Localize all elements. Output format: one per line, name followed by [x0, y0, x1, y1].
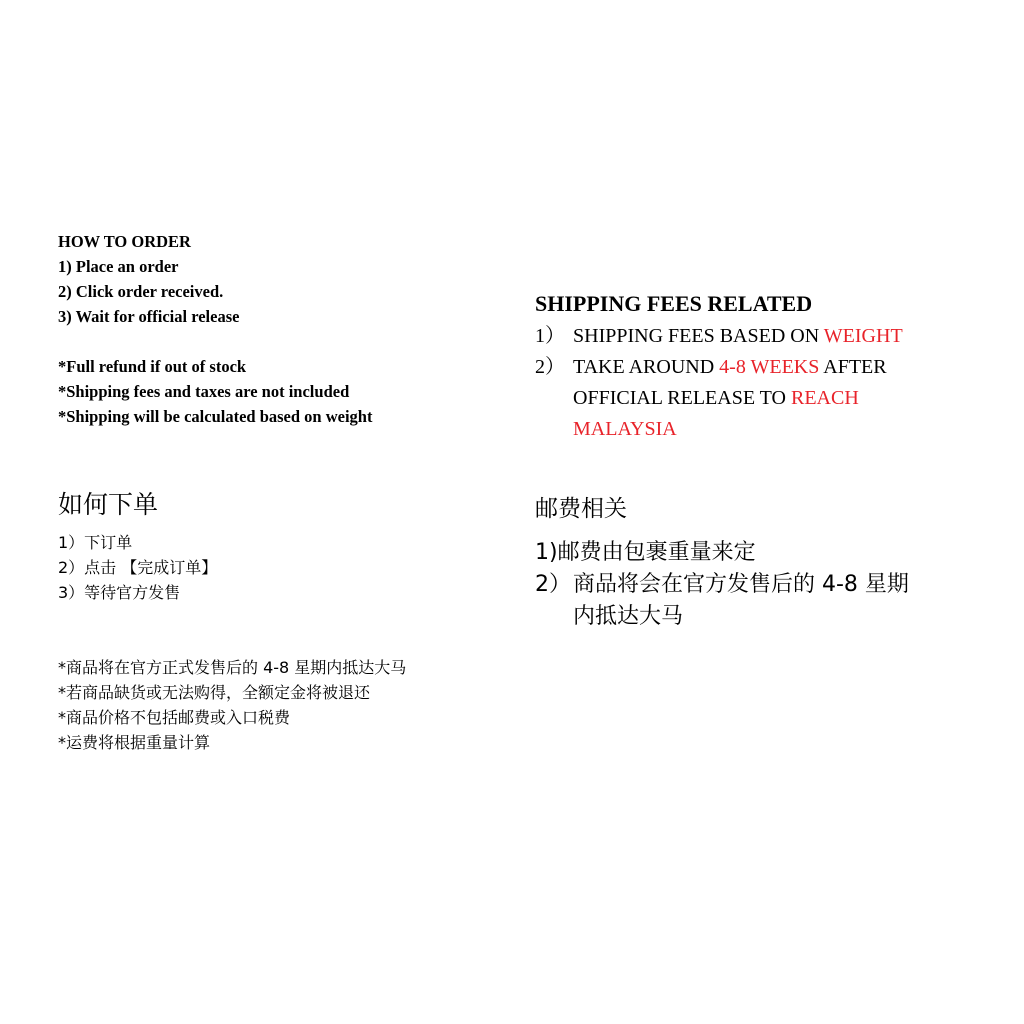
- how-to-order-section: [58, 229, 372, 429]
- shipping-cn-list: [535, 537, 909, 633]
- order-note-cn: *运费将根据重量计算: [58, 733, 211, 752]
- highlight-weight: WEIGHT: [823, 325, 903, 347]
- item-text: TAKE AROUND: [573, 356, 720, 378]
- order-note-cn: *商品价格不包括邮费或入口税费: [58, 708, 291, 727]
- order-step: 2) Click order received.: [58, 282, 224, 301]
- highlight-reach: REACH: [790, 387, 859, 409]
- spacer: [58, 329, 372, 354]
- order-note-cn: *若商品缺货或无法购得，全额定金将被退还: [58, 683, 371, 702]
- shipping-title: SHIPPING FEES RELATED: [535, 291, 813, 316]
- order-step-cn: 1）下订单: [58, 533, 133, 552]
- how-to-order-title: HOW TO ORDER: [58, 232, 191, 251]
- how-to-order-cn-notes: [58, 655, 406, 755]
- shipping-item-1: [535, 321, 903, 352]
- item-text: 内抵达大马: [573, 604, 684, 629]
- order-note-cn: *商品将在官方正式发售后的 4-8 星期内抵达大马: [58, 658, 407, 677]
- shipping-item-2: [535, 352, 903, 445]
- shipping-cn-item-1: 1)邮费由包裹重量来定: [535, 540, 756, 565]
- item-number: 2）: [535, 356, 565, 378]
- order-step: 1) Place an order: [58, 257, 179, 276]
- item-text: OFFICIAL RELEASE TO: [573, 387, 791, 409]
- how-to-order-cn-steps: [58, 530, 217, 605]
- highlight-malaysia: MALAYSIA: [573, 418, 677, 440]
- item-number: 1）: [535, 325, 565, 347]
- order-note: *Shipping fees and taxes are not included: [58, 382, 350, 401]
- item-number: 2）: [535, 572, 571, 597]
- item-text: 商品将会在官方发售后的 4-8 星期: [573, 572, 909, 597]
- item-text: SHIPPING FEES BASED ON: [573, 325, 824, 347]
- shipping-cn-title: 邮费相关: [535, 496, 627, 522]
- highlight-weeks: 4-8 WEEKS: [719, 356, 820, 378]
- order-step-cn: 2）点击 【完成订单】: [58, 558, 218, 577]
- item-text: AFTER: [819, 356, 887, 378]
- how-to-order-cn-title: 如何下单: [58, 490, 159, 519]
- order-note: *Full refund if out of stock: [58, 357, 247, 376]
- shipping-list: [535, 321, 903, 445]
- order-step: 3) Wait for official release: [58, 307, 240, 326]
- order-note: *Shipping will be calculated based on weight: [58, 407, 373, 426]
- order-step-cn: 3）等待官方发售: [58, 583, 181, 602]
- shipping-cn-item-2: [535, 569, 909, 633]
